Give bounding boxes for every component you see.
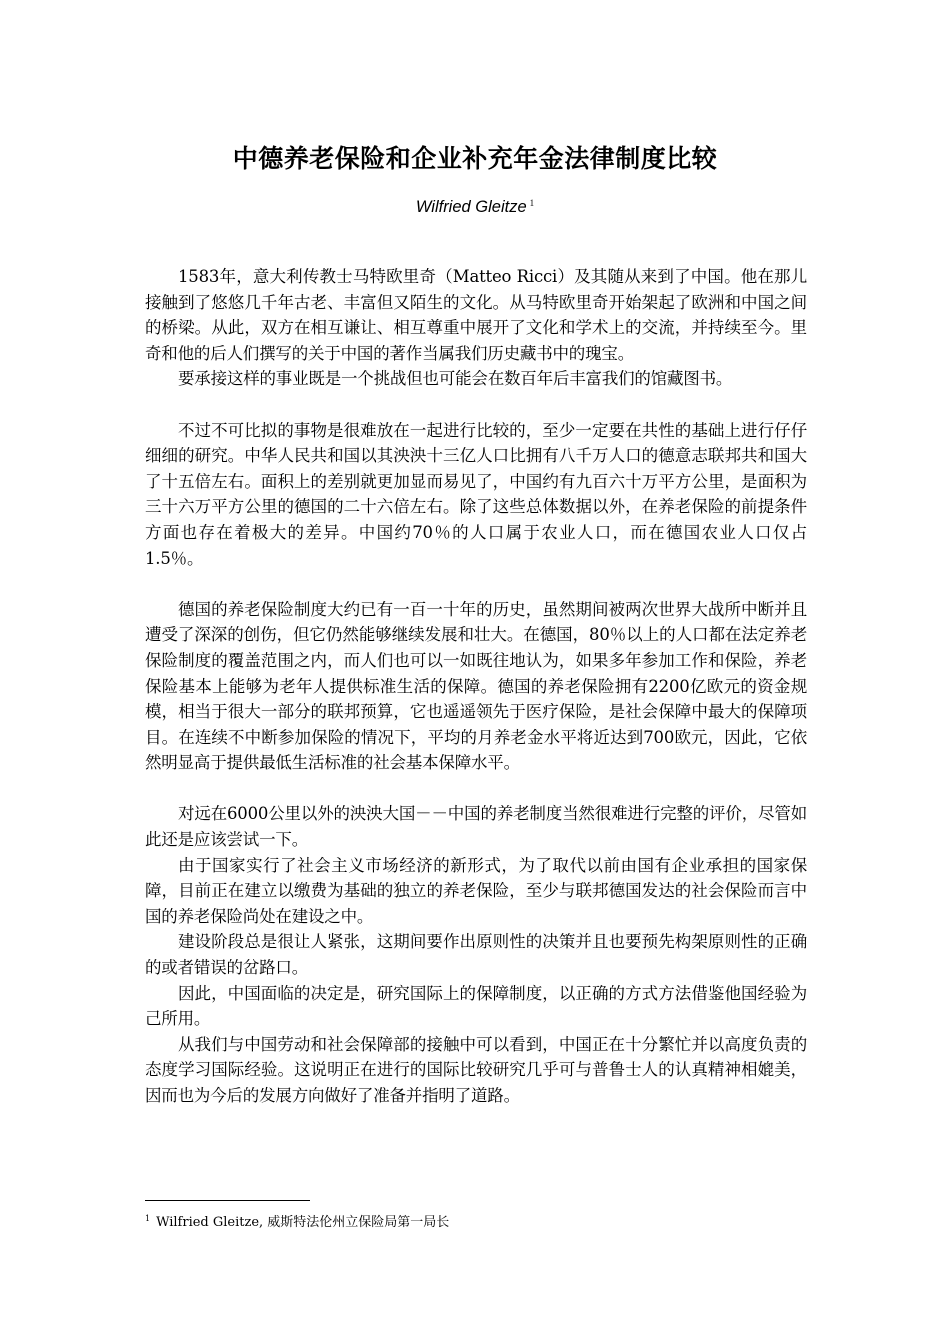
paragraph-7: 建设阶段总是很让人紧张，这期间要作出原则性的决策并且也要预先构架原则性的正确的或者错误的岔路口。 — [145, 932, 807, 978]
author-name: Wilfried Gleitze — [415, 198, 527, 216]
paragraph-5: 对远在6000公里以外的泱泱大国－－中国的养老制度当然很难进行完整的评价，尽管如此还是应该尝试一下。 — [145, 804, 807, 850]
footnote-reference: 1 — [529, 198, 535, 208]
author-line — [0, 191, 950, 219]
paragraph-3: 不过不可比拟的事物是很难放在一起进行比较的，至少一定要在共性的基础上进行仔仔细细的研究。中华人民共和国以其泱泱十三亿人口比拥有八千万人口的德意志联邦共和国大了十五倍左右。面积上的差别就更加显而易见了，中国约有九百六十万平方公里，是面积为三十六万平方公里的德国的二十六倍左右。除了这些总体数据以外，在养老保险的前提条件方面也存在着极大的差异。中国约70％的人口属于农业人口，而在德国农业人口仅占1.5％。 — [145, 420, 807, 568]
paragraph-gap — [145, 392, 807, 418]
document-body — [145, 264, 807, 1109]
paragraph-gap — [145, 776, 807, 802]
document-title: 中德养老保险和企业补充年金法律制度比较 — [232, 143, 718, 173]
footnote-separator — [145, 1200, 310, 1201]
paragraph-4: 德国的养老保险制度大约已有一百一十年的历史，虽然期间被两次世界大战所中断并且遭受了深深的创伤，但它仍然能够继续发展和壮大。在德国，80％以上的人口都在法定养老保险制度的覆盖范围之内，而人们也可以一如既往地认为，如果多年参加工作和保险，养老保险基本上能够为老年人提供标准生活的保障。德国的养老保险拥有2200亿欧元的资金规模，相当于很大一部分的联邦预算，它也遥遥领先于医疗保险，是社会保障中最大的保障项目。在连续不中断参加保险的情况下，平均的月养老金水平将近达到700欧元，因此，它依然明显高于提供最低生活标准的社会基本保障水平。 — [145, 599, 807, 773]
footnote — [145, 1209, 807, 1233]
paragraph-gap — [145, 571, 807, 597]
paragraph-2: 要承接这样的事业既是一个挑战但也可能会在数百年后丰富我们的馆藏图书。 — [178, 369, 733, 389]
footnote-mark: 1 — [145, 1214, 151, 1223]
paragraph-9: 从我们与中国劳动和社会保障部的接触中可以看到，中国正在十分繁忙并以高度负责的态度学习国际经验。这说明正在进行的国际比较研究几乎可与普鲁士人的认真精神相媲美，因而也为今后的发展方向做好了准备并指明了道路。 — [145, 1034, 807, 1105]
paragraph-1: 1583年，意大利传教士马特欧里奇（Matteo Ricci）及其随从来到了中国。他在那儿接触到了悠悠几千年古老、丰富但又陌生的文化。从马特欧里奇开始架起了欧洲和中国之间的桥梁。从此，双方在相互谦让、相互尊重中展开了文化和学术上的交流，并持续至今。里奇和他的后人们撰写的关于中国的著作当属我们历史藏书中的瑰宝。 — [145, 267, 807, 363]
paragraph-8: 因此，中国面临的决定是，研究国际上的保障制度，以正确的方式方法借鉴他国经验为己所用。 — [145, 983, 807, 1029]
footnote-text: Wilfried Gleitze, 威斯特法伦州立保险局第一局长 — [156, 1215, 450, 1230]
paragraph-6: 由于国家实行了社会主义市场经济的新形式，为了取代以前由国有企业承担的国家保障，目前正在建立以缴费为基础的独立的养老保险，至少与联邦德国发达的社会保险而言中国的养老保险尚处在建设之中。 — [145, 855, 807, 926]
